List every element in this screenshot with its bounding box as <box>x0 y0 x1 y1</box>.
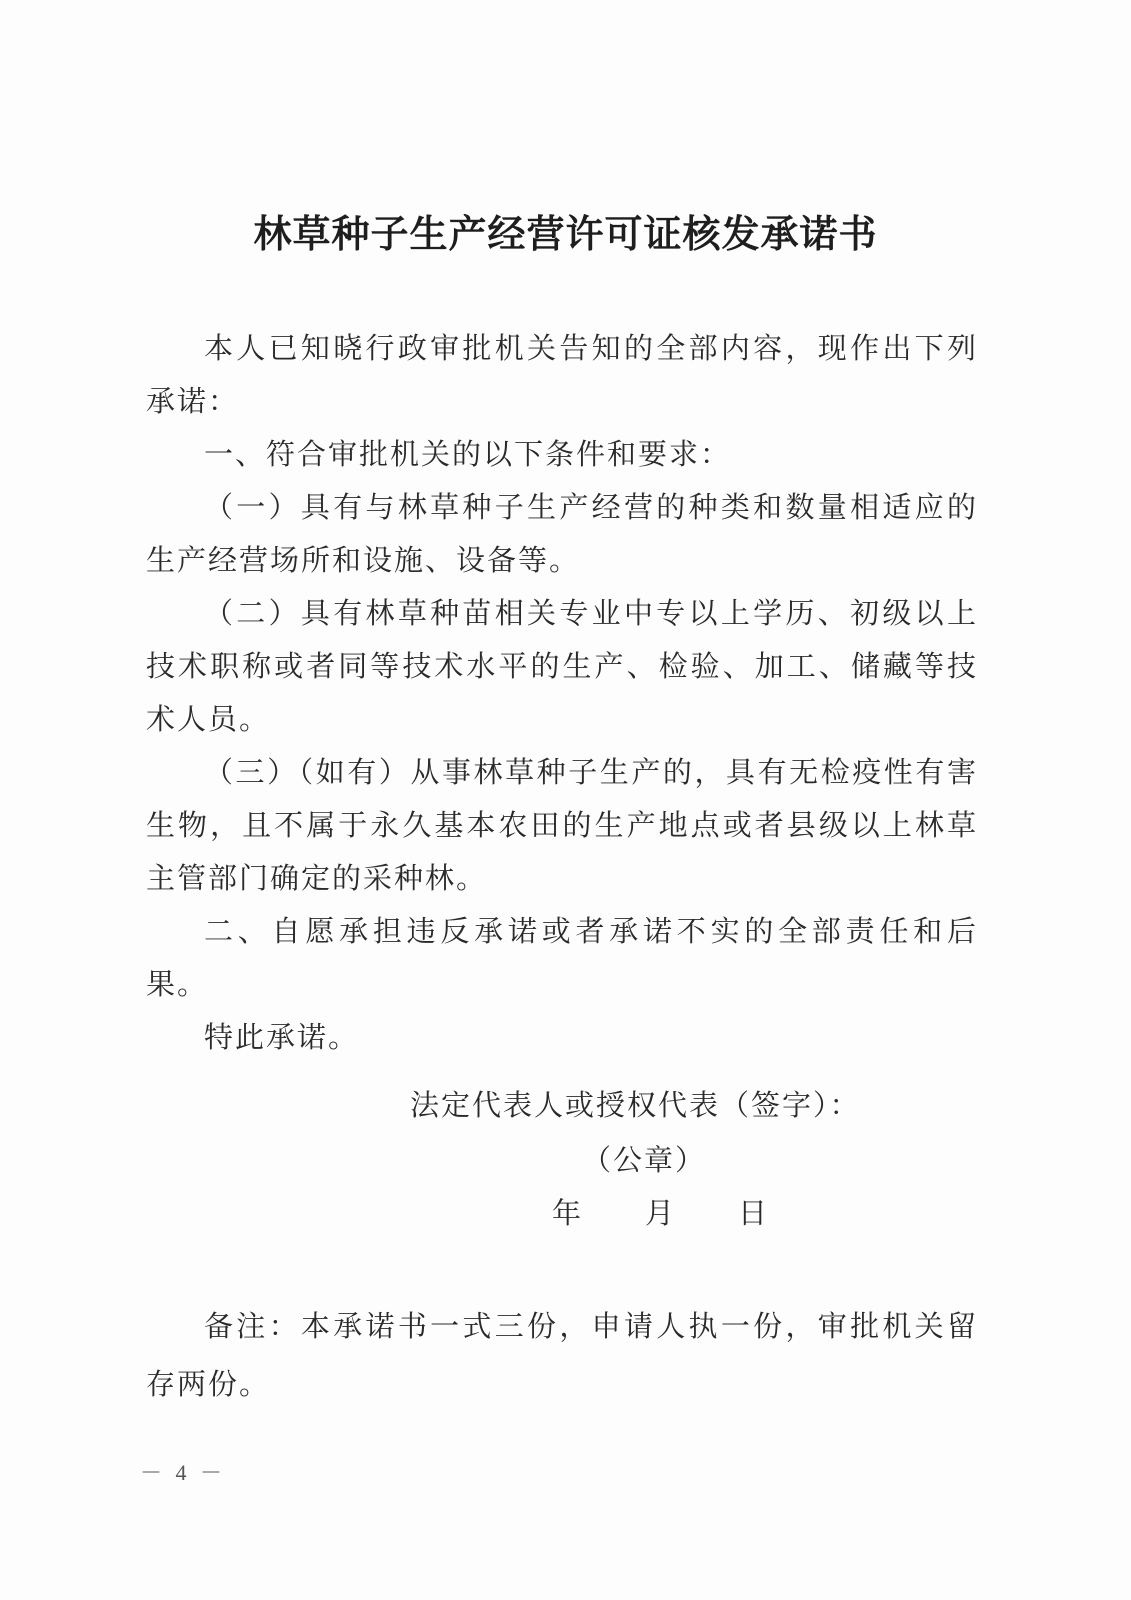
paragraph-section-two: 二、自愿承担违反承诺或者承诺不实的全部责任和后果。 <box>146 914 978 1001</box>
remark-note: 备注：本承诺书一式三份，申请人执一份，审批机关留存两份。 <box>146 1309 978 1401</box>
paragraph-item-one: （一）具有与林草种子生产经营的种类和数量相适应的生产经营场所和设施、设备等。 <box>146 490 978 577</box>
date-label: 年 月 日 <box>552 1196 770 1230</box>
page-number: － 4 － <box>140 1460 227 1485</box>
document-title: 林草种子生产经营许可证核发承诺书 <box>253 211 878 256</box>
paragraph-intro: 本人已知晓行政审批机关告知的全部内容，现作出下列承诺： <box>146 331 978 418</box>
paragraph-closing: 特此承诺。 <box>204 1020 360 1054</box>
paragraph-section-one: 一、符合审批机关的以下条件和要求： <box>204 437 732 471</box>
representative-signature-label: 法定代表人或授权代表（签字）： <box>410 1088 861 1122</box>
document-body <box>146 322 978 1064</box>
paragraph-item-three: （三）（如有）从事林草种子生产的，具有无检疫性有害生物，且不属于永久基本农田的生产地点或者县级以上林草主管部门确定的采种林。 <box>146 755 978 895</box>
seal-label: （公章） <box>582 1143 707 1177</box>
paragraph-item-two: （二）具有林草种苗相关专业中专以上学历、初级以上技术职称或者同等技术水平的生产、检验、加工、储藏等技术人员。 <box>146 596 978 736</box>
